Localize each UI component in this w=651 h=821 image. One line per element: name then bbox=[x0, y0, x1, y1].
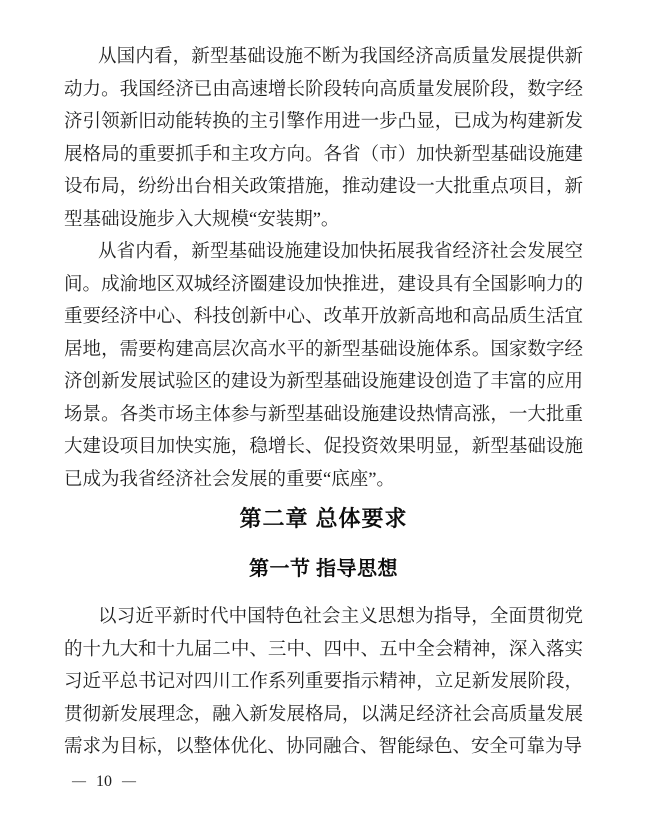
section-heading: 第一节 指导思想 bbox=[249, 558, 398, 580]
chapter-heading: 第二章 总体要求 bbox=[239, 506, 408, 531]
page-number: 10 bbox=[96, 773, 112, 790]
paragraph-guiding-ideology: 以习近平新时代中国特色社会主义思想为指导，全面贯彻党的十九大和十九届二中、三中、四中、五中全会精神，深入落实习近平总书记对四川工作系列重要指示精神，立足新发展阶段，贯彻新发展理念，融入新发展格局，以满足经济社会高质量发展需求为目标，以整体优化、协同融合、智能绿色、安全可靠为导 bbox=[64, 607, 583, 757]
document-content bbox=[64, 41, 583, 764]
footer-dash-left: — bbox=[72, 774, 86, 789]
paragraph-provincial-outlook: 从省内看，新型基础设施建设加快拓展我省经济社会发展空间。成渝地区双城经济圈建设加快推进，建设具有全国影响力的重要经济中心、科技创新中心、改革开放新高地和高品质生活宜居地，需要构建高层次高水平的新型基础设施体系。国家数字经济创新发展试验区的建设为新型基础设施建设创造了丰富的应用场景。各类市场主体参与新型基础设施建设热情高涨，一大批重大建设项目加快实施，稳增长、促投资效果明显，新型基础设施已成为我省经济社会发展的重要“底座”。 bbox=[64, 242, 583, 490]
paragraph-domestic-outlook: 从国内看，新型基础设施不断为我国经济高质量发展提供新动力。我国经济已由高速增长阶段转向高质量发展阶段，数字经济引领新旧动能转换的主引擎作用进一步凸显，已成为构建新发展格局的重要抓手和主攻方向。各省（市）加快新型基础设施建设布局，纷纷出台相关政策措施，推动建设一大批重点项目，新型基础设施步入大规模“安装期”。 bbox=[64, 47, 583, 230]
page-footer bbox=[72, 773, 136, 791]
footer-dash-right: — bbox=[122, 774, 136, 789]
